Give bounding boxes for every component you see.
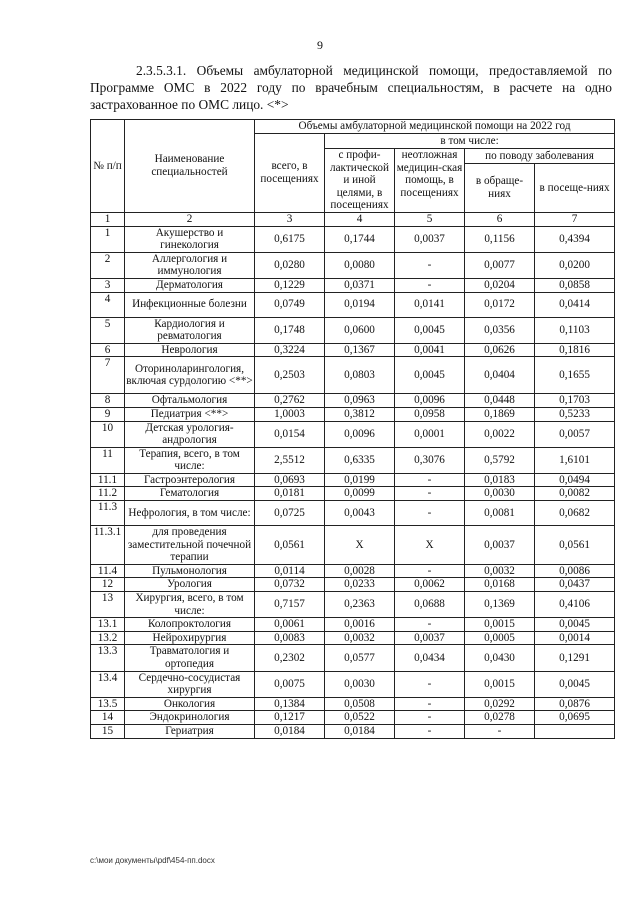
- disease-appeals: 0,1869: [465, 407, 535, 421]
- disease-visits: 0,0045: [535, 618, 615, 632]
- prophylactic-visits: 0,0030: [325, 671, 395, 697]
- specialty-name: Гематология: [125, 487, 255, 501]
- urgent-visits: -: [395, 501, 465, 526]
- specialty-name: Акушерство и гинекология: [125, 226, 255, 252]
- disease-appeals: 0,0005: [465, 631, 535, 645]
- header-prophylactic: с профи-лактической и иной целями, в посещениях: [325, 149, 395, 213]
- disease-appeals: 0,0183: [465, 473, 535, 487]
- row-number: 13: [91, 592, 125, 618]
- urgent-visits: -: [395, 278, 465, 292]
- specialty-name: Сердечно-сосудистая хирургия: [125, 671, 255, 697]
- prophylactic-visits: 0,0016: [325, 618, 395, 632]
- prophylactic-visits: 0,0963: [325, 394, 395, 408]
- table-body: [91, 226, 615, 738]
- disease-visits: 0,0086: [535, 564, 615, 578]
- col-number: 3: [255, 212, 325, 226]
- table-row: [91, 252, 615, 278]
- row-number: 15: [91, 724, 125, 738]
- specialty-name: Дерматология: [125, 278, 255, 292]
- disease-visits: 0,0876: [535, 697, 615, 711]
- specialty-name: Пульмонология: [125, 564, 255, 578]
- disease-appeals: 0,0081: [465, 501, 535, 526]
- table-row: [91, 292, 615, 317]
- prophylactic-visits: 0,1744: [325, 226, 395, 252]
- row-number: 2: [91, 252, 125, 278]
- total-visits: 2,5512: [255, 447, 325, 473]
- table-row: [91, 421, 615, 447]
- table-row: [91, 407, 615, 421]
- specialty-name: Нефрология, в том числе:: [125, 501, 255, 526]
- disease-visits: 0,0494: [535, 473, 615, 487]
- disease-appeals: 0,0077: [465, 252, 535, 278]
- table-row: [91, 487, 615, 501]
- specialty-name: Урология: [125, 578, 255, 592]
- disease-visits: 0,4106: [535, 592, 615, 618]
- urgent-visits: -: [395, 252, 465, 278]
- disease-visits: 0,1816: [535, 343, 615, 357]
- section-heading: 2.3.5.3.1. Объемы амбулаторной медицинской помощи, предоставляемой по Программе ОМС в 2022 году по врачебным специальностям, в расчете на одно застрахованное по ОМС лицо. <*>: [90, 63, 612, 112]
- prophylactic-visits: 0,0508: [325, 697, 395, 711]
- specialty-name: для проведения заместительной почечной терапии: [125, 526, 255, 565]
- prophylactic-visits: 0,3812: [325, 407, 395, 421]
- disease-visits: 0,0014: [535, 631, 615, 645]
- specialty-name: Нейрохирургия: [125, 631, 255, 645]
- row-number: 7: [91, 357, 125, 394]
- urgent-visits: 0,3076: [395, 447, 465, 473]
- urgent-visits: 0,0096: [395, 394, 465, 408]
- disease-appeals: 0,0204: [465, 278, 535, 292]
- table-row: [91, 618, 615, 632]
- total-visits: 0,2762: [255, 394, 325, 408]
- disease-appeals: -: [465, 724, 535, 738]
- specialty-name: Педиатрия <**>: [125, 407, 255, 421]
- disease-appeals: 0,0430: [465, 645, 535, 671]
- table-row: [91, 394, 615, 408]
- file-path-footer: c:\мои документы\pdf\454-пп.docx: [90, 856, 215, 865]
- disease-appeals: 0,0278: [465, 711, 535, 725]
- total-visits: 0,0114: [255, 564, 325, 578]
- row-number: 6: [91, 343, 125, 357]
- disease-visits: 0,0200: [535, 252, 615, 278]
- disease-appeals: 0,5792: [465, 447, 535, 473]
- disease-appeals: 0,1369: [465, 592, 535, 618]
- disease-visits: 0,1103: [535, 317, 615, 343]
- total-visits: 0,0181: [255, 487, 325, 501]
- row-number: 11.2: [91, 487, 125, 501]
- urgent-visits: -: [395, 487, 465, 501]
- col-number: 5: [395, 212, 465, 226]
- urgent-visits: -: [395, 618, 465, 632]
- specialty-name: Гастроэнтерология: [125, 473, 255, 487]
- specialty-name: Детская урология-андрология: [125, 421, 255, 447]
- urgent-visits: -: [395, 711, 465, 725]
- header-total: всего, в посещениях: [255, 134, 325, 213]
- row-number: 13.4: [91, 671, 125, 697]
- specialty-name: Колопроктология: [125, 618, 255, 632]
- row-number: 11.1: [91, 473, 125, 487]
- total-visits: 0,0083: [255, 631, 325, 645]
- header-disease: по поводу заболевания: [465, 149, 615, 164]
- total-visits: 0,0732: [255, 578, 325, 592]
- col-number: 6: [465, 212, 535, 226]
- disease-appeals: 0,0022: [465, 421, 535, 447]
- disease-visits: 0,0682: [535, 501, 615, 526]
- row-number: 8: [91, 394, 125, 408]
- table-row: [91, 226, 615, 252]
- disease-visits: [535, 724, 615, 738]
- disease-visits: 0,1703: [535, 394, 615, 408]
- total-visits: 0,1229: [255, 278, 325, 292]
- urgent-visits: 0,0045: [395, 357, 465, 394]
- urgent-visits: 0,0958: [395, 407, 465, 421]
- prophylactic-visits: 0,0371: [325, 278, 395, 292]
- row-number: 14: [91, 711, 125, 725]
- urgent-visits: 0,0062: [395, 578, 465, 592]
- urgent-visits: 0,0045: [395, 317, 465, 343]
- prophylactic-visits: 0,0199: [325, 473, 395, 487]
- disease-appeals: 0,1156: [465, 226, 535, 252]
- header-num: № п/п: [91, 120, 125, 213]
- disease-appeals: 0,0404: [465, 357, 535, 394]
- urgent-visits: -: [395, 564, 465, 578]
- prophylactic-visits: 0,0184: [325, 724, 395, 738]
- prophylactic-visits: X: [325, 526, 395, 565]
- col-number: 2: [125, 212, 255, 226]
- table-row: [91, 631, 615, 645]
- specialty-name: Травматология и ортопедия: [125, 645, 255, 671]
- urgent-visits: 0,0037: [395, 226, 465, 252]
- disease-visits: 0,0057: [535, 421, 615, 447]
- total-visits: 0,0280: [255, 252, 325, 278]
- total-visits: 0,1748: [255, 317, 325, 343]
- row-number: 13.2: [91, 631, 125, 645]
- prophylactic-visits: 0,6335: [325, 447, 395, 473]
- prophylactic-visits: 0,0522: [325, 711, 395, 725]
- row-number: 9: [91, 407, 125, 421]
- prophylactic-visits: 0,0577: [325, 645, 395, 671]
- col-number: 4: [325, 212, 395, 226]
- disease-appeals: 0,0032: [465, 564, 535, 578]
- row-number: 13.1: [91, 618, 125, 632]
- disease-appeals: 0,0015: [465, 618, 535, 632]
- specialty-name: Оториноларингология, включая сурдологию <**>: [125, 357, 255, 394]
- specialty-name: Неврология: [125, 343, 255, 357]
- disease-visits: 0,0695: [535, 711, 615, 725]
- table-row: [91, 724, 615, 738]
- specialty-name: Терапия, всего, в том числе:: [125, 447, 255, 473]
- urgent-visits: 0,0041: [395, 343, 465, 357]
- prophylactic-visits: 0,2363: [325, 592, 395, 618]
- specialty-name: Офтальмология: [125, 394, 255, 408]
- total-visits: 0,1384: [255, 697, 325, 711]
- disease-visits: 0,0045: [535, 671, 615, 697]
- table-row: [91, 592, 615, 618]
- disease-visits: 0,0414: [535, 292, 615, 317]
- total-visits: 1,0003: [255, 407, 325, 421]
- disease-appeals: 0,0356: [465, 317, 535, 343]
- header-group: Объемы амбулаторной медицинской помощи на 2022 год: [255, 120, 615, 134]
- col-number: 1: [91, 212, 125, 226]
- disease-appeals: 0,0030: [465, 487, 535, 501]
- table-row: [91, 278, 615, 292]
- disease-appeals: 0,0626: [465, 343, 535, 357]
- volumes-table: [90, 119, 615, 739]
- total-visits: 0,7157: [255, 592, 325, 618]
- total-visits: 0,0075: [255, 671, 325, 697]
- prophylactic-visits: 0,0043: [325, 501, 395, 526]
- urgent-visits: -: [395, 473, 465, 487]
- specialty-name: Кардиология и ревматология: [125, 317, 255, 343]
- table-row: [91, 645, 615, 671]
- header-name: Наименование специальностей: [125, 120, 255, 213]
- table-row: [91, 343, 615, 357]
- disease-visits: 0,0561: [535, 526, 615, 565]
- disease-visits: 0,0082: [535, 487, 615, 501]
- table-row: [91, 697, 615, 711]
- urgent-visits: 0,0141: [395, 292, 465, 317]
- table-row: [91, 447, 615, 473]
- total-visits: 0,0749: [255, 292, 325, 317]
- specialty-name: Гериатрия: [125, 724, 255, 738]
- row-number: 10: [91, 421, 125, 447]
- disease-appeals: 0,0168: [465, 578, 535, 592]
- row-number: 1: [91, 226, 125, 252]
- specialty-name: Хирургия, всего, в том числе:: [125, 592, 255, 618]
- specialty-name: Эндокринология: [125, 711, 255, 725]
- header-urgent: неотложная медицин-ская помощь, в посещениях: [395, 149, 465, 213]
- disease-visits: 0,4394: [535, 226, 615, 252]
- page-number: 9: [317, 38, 323, 52]
- header-visits: в посеще-ниях: [535, 164, 615, 213]
- column-numbers-row: [91, 212, 615, 226]
- total-visits: 0,0725: [255, 501, 325, 526]
- prophylactic-visits: 0,0080: [325, 252, 395, 278]
- urgent-visits: -: [395, 697, 465, 711]
- disease-visits: 1,6101: [535, 447, 615, 473]
- prophylactic-visits: 0,0803: [325, 357, 395, 394]
- table-row: [91, 317, 615, 343]
- disease-visits: 0,1655: [535, 357, 615, 394]
- row-number: 5: [91, 317, 125, 343]
- total-visits: 0,2302: [255, 645, 325, 671]
- total-visits: 0,0154: [255, 421, 325, 447]
- total-visits: 0,1217: [255, 711, 325, 725]
- prophylactic-visits: 0,0028: [325, 564, 395, 578]
- row-number: 11.3: [91, 501, 125, 526]
- row-number: 11.4: [91, 564, 125, 578]
- disease-visits: 0,0858: [535, 278, 615, 292]
- col-number: 7: [535, 212, 615, 226]
- header-including: в том числе:: [325, 134, 615, 149]
- disease-visits: 0,5233: [535, 407, 615, 421]
- table-row: [91, 526, 615, 565]
- table-row: [91, 564, 615, 578]
- table-row: [91, 711, 615, 725]
- prophylactic-visits: 0,1367: [325, 343, 395, 357]
- row-number: 11.3.1: [91, 526, 125, 565]
- row-number: 11: [91, 447, 125, 473]
- row-number: 4: [91, 292, 125, 317]
- prophylactic-visits: 0,0096: [325, 421, 395, 447]
- table-row: [91, 671, 615, 697]
- table-row: [91, 357, 615, 394]
- disease-visits: 0,1291: [535, 645, 615, 671]
- urgent-visits: 0,0434: [395, 645, 465, 671]
- disease-appeals: 0,0448: [465, 394, 535, 408]
- urgent-visits: -: [395, 671, 465, 697]
- urgent-visits: 0,0037: [395, 631, 465, 645]
- prophylactic-visits: 0,0099: [325, 487, 395, 501]
- urgent-visits: -: [395, 724, 465, 738]
- table-row: [91, 501, 615, 526]
- specialty-name: Инфекционные болезни: [125, 292, 255, 317]
- row-number: 12: [91, 578, 125, 592]
- header-appeals: в обраще-ниях: [465, 164, 535, 213]
- prophylactic-visits: 0,0032: [325, 631, 395, 645]
- disease-visits: 0,0437: [535, 578, 615, 592]
- row-number: 3: [91, 278, 125, 292]
- disease-appeals: 0,0172: [465, 292, 535, 317]
- total-visits: 0,0561: [255, 526, 325, 565]
- row-number: 13.3: [91, 645, 125, 671]
- disease-appeals: 0,0015: [465, 671, 535, 697]
- row-number: 13.5: [91, 697, 125, 711]
- prophylactic-visits: 0,0194: [325, 292, 395, 317]
- urgent-visits: 0,0001: [395, 421, 465, 447]
- table-row: [91, 578, 615, 592]
- urgent-visits: 0,0688: [395, 592, 465, 618]
- disease-appeals: 0,0037: [465, 526, 535, 565]
- urgent-visits: X: [395, 526, 465, 565]
- total-visits: 0,0184: [255, 724, 325, 738]
- prophylactic-visits: 0,0233: [325, 578, 395, 592]
- prophylactic-visits: 0,0600: [325, 317, 395, 343]
- total-visits: 0,2503: [255, 357, 325, 394]
- table-row: [91, 473, 615, 487]
- total-visits: 0,0693: [255, 473, 325, 487]
- specialty-name: Аллергология и иммунология: [125, 252, 255, 278]
- total-visits: 0,3224: [255, 343, 325, 357]
- table-header: [91, 120, 615, 227]
- total-visits: 0,6175: [255, 226, 325, 252]
- specialty-name: Онкология: [125, 697, 255, 711]
- disease-appeals: 0,0292: [465, 697, 535, 711]
- total-visits: 0,0061: [255, 618, 325, 632]
